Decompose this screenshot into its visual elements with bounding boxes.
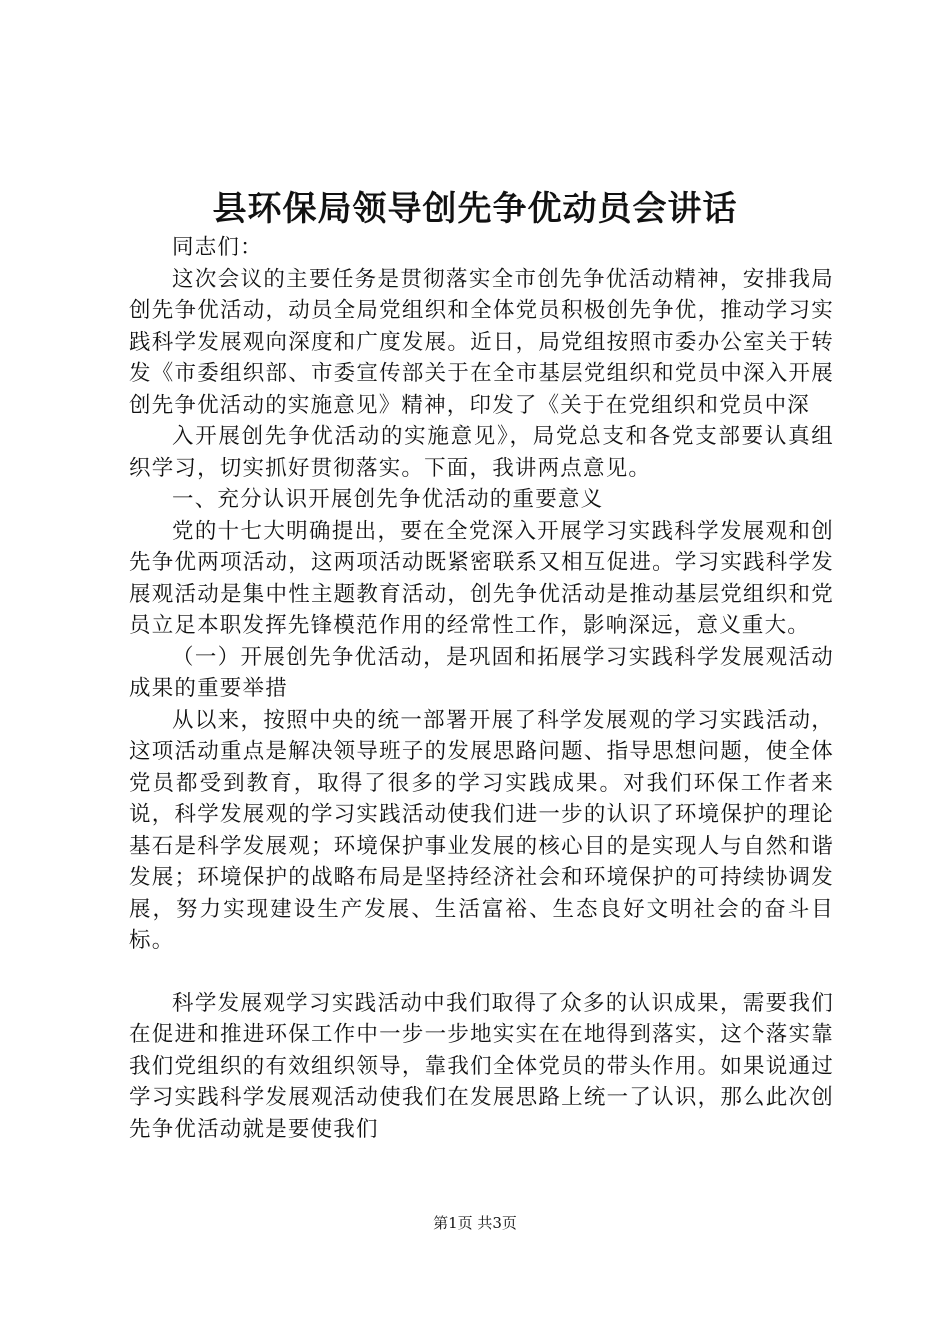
document-title: 县环保局领导创先争优动员会讲话 — [212, 189, 738, 229]
paragraph-achievements: 科学发展观学习实践活动中我们取得了众多的认识成果，需要我们在促进和推进环保工作中一步一步地实实在在地得到落实，这个落实靠我们党组织的有效组织领导，靠我们全体党员的带头作用。如果说通过学习实践科学发展观活动使我们在发展思路上统一了认识，那么此次创先争优活动就是要使我们 — [129, 990, 834, 1142]
section-heading-1: 一、充分认识开展创先争优活动的重要意义 — [172, 487, 604, 512]
salutation: 同志们： — [172, 235, 263, 260]
paragraph-significance: 党的十七大明确提出，要在全党深入开展学习实践科学发展观和创先争优两项活动，这两项活动既紧密联系又相互促进。学习实践科学发展观活动是集中性主题教育活动，创先争优活动是推动基层党组织和党员立足本职发挥先锋模范作用的经常性工作，影响深远，意义重大。 — [129, 518, 834, 638]
paragraph-intro: 这次会议的主要任务是贯彻落实全市创先争优活动精神，安排我局创先争优活动，动员全局党组织和全体党员积极创先争优，推动学习实践科学发展观向深度和广度发展。近日，局党组按照市委办公室关于转发《市委组织部、市委宣传部关于在全市基层党组织和党员中深入开展创先争优活动的实施意见》精神，印发了《关于在党组织和党员中深 — [129, 266, 834, 418]
document-body — [129, 232, 834, 1145]
subsection-heading-1: （一）开展创先争优活动，是巩固和拓展学习实践科学发展观活动成果的重要举措 — [129, 644, 834, 701]
paragraph-intro-continued: 入开展创先争优活动的实施意见》，局党总支和各党支部要认真组织学习，切实抓好贯彻落实。下面，我讲两点意见。 — [129, 424, 834, 481]
paragraph-practice: 从以来，按照中央的统一部署开展了科学发展观的学习实践活动，这项活动重点是解决领导班子的发展思路问题、指导思想问题，使全体党员都受到教育，取得了很多的学习实践成果。对我们环保工作者来说，科学发展观的学习实践活动使我们进一步的认识了环境保护的理论基石是科学发展观；环境保护事业发展的核心目的是实现人与自然和谐发展；环境保护的战略布局是坚持经济社会和环境保护的可持续协调发展，努力实现建设生产发展、生活富裕、生态良好文明社会的奋斗目标。 — [129, 707, 834, 953]
page-footer: 第1页 共3页 — [433, 1214, 517, 1232]
